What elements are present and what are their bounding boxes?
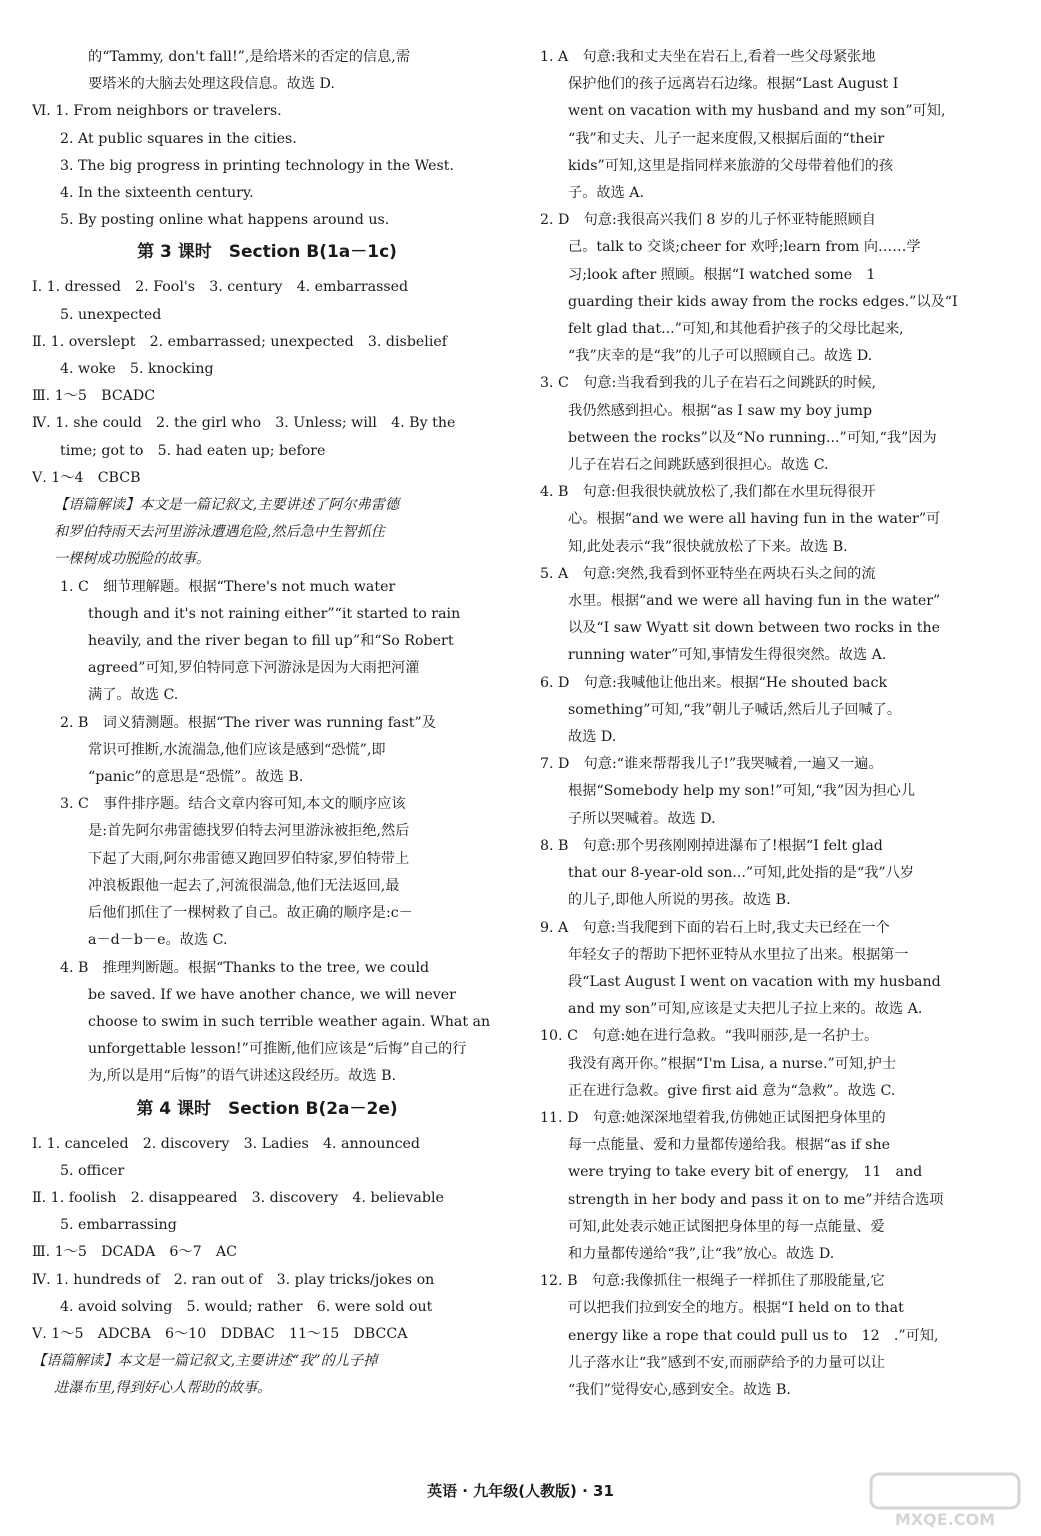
page-footer: 英语 · 九年级(人教版) · 31	[427, 1482, 614, 1500]
right-text-line: 己。talk to 交谈;cheer for 欢呼;learn from 向……学	[568, 239, 921, 256]
right-text-line: 正在进行急救。give first aid 意为“急救”。故选 C.	[568, 1082, 896, 1099]
right-text-line: 故选 D.	[568, 729, 617, 746]
left-text-line: 4. In the sixteenth century.	[60, 185, 254, 202]
left-text-line: Ⅰ. 1. dressed 2. Fool's 3. century 4. embarrassed	[32, 279, 409, 296]
right-text-line: something”可知,“我”朝儿子喊话,然后儿子回喊了。	[568, 701, 902, 718]
left-text-line: 的“Tammy, don't fall!”,是给塔米的否定的信息,需	[88, 49, 411, 65]
right-text-line: 5. A 句意:突然,我看到怀亚特坐在两块石头之间的流	[540, 565, 876, 582]
right-text-line: 我仍然感到担心。根据“as I saw my boy jump	[568, 402, 873, 419]
left-text-line: 5. unexpected	[60, 306, 162, 323]
right-text-line: 水里。根据“and we were all having fun in the water”	[568, 593, 941, 610]
right-text-line: felt glad that...”可知,和其他看护孩子的父母比起来,	[568, 321, 904, 338]
right-text-line: “我”庆幸的是“我”的儿子可以照顾自己。故选 D.	[568, 348, 873, 365]
left-text-line: Ⅵ. 1. From neighbors or travelers.	[32, 103, 282, 120]
right-text-line: 子所以哭喊着。故选 D.	[568, 810, 716, 827]
left-text-line: 常识可推断,水流湍急,他们应该是感到“恐慌”,即	[88, 741, 386, 758]
right-text-line: “我”和丈夫、儿子一起来度假,又根据后面的“their	[568, 130, 885, 147]
left-text-line: Ⅳ. 1. she could 2. the girl who 3. Unless; will 4. By the	[32, 415, 456, 432]
left-text-line: Ⅴ. 1～4 CBCB	[32, 469, 141, 486]
right-text-line: energy like a rope that could pull us to 12 .”可知,	[568, 1327, 939, 1344]
left-text-line: 要塔米的大脑去处理这段信息。故选 D.	[88, 76, 335, 93]
right-text-line: and my son”可知,应该是丈夫把儿子拉上来的。故选 A.	[568, 1001, 923, 1018]
right-text-line: 11. D 句意:她深深地望着我,仿佛她正试图把身体里的	[540, 1109, 886, 1126]
left-column	[32, 44, 502, 1403]
right-text-line: 7. D 句意:“谁来帮帮我儿子!”我哭喊着,一遍又一遍。	[540, 756, 883, 773]
right-text-line: “我们”觉得安心,感到安全。故选 B.	[568, 1381, 791, 1398]
right-column	[540, 44, 980, 1404]
right-text-line: 8. B 句意:那个男孩刚刚掉进瀑布了!根据“I felt glad	[540, 837, 883, 854]
left-text-line: 【语篇解读】本文是一篇记叙文,主要讲述了阿尔弗雷德	[54, 497, 400, 514]
left-text-line: 4. avoid solving 5. would; rather 6. were sold out	[60, 1298, 433, 1315]
left-text-line: 冲浪板跟他一起去了,河流很湍急,他们无法返回,最	[88, 877, 400, 894]
left-text-line: agreed”可知,罗伯特同意下河游泳是因为大雨把河灌	[88, 660, 420, 677]
left-text-line: 1. C 细节理解题。根据“There's not much water	[60, 578, 396, 595]
right-text-line: 10. C 句意:她在进行急救。“我叫丽莎,是一名护士。	[540, 1028, 879, 1045]
left-text-line: Ⅳ. 1. hundreds of 2. ran out of 3. play tricks/jokes on	[32, 1271, 435, 1288]
right-text-line: 保护他们的孩子远离岩石边缘。根据“Last August I	[568, 76, 899, 93]
left-text-line: 5. By posting online what happens around us.	[60, 212, 390, 229]
right-text-line: kids”可知,这里是指同样来旅游的父母带着他们的孩	[568, 157, 894, 174]
right-text-line: went on vacation with my husband and my son”可知,	[568, 103, 946, 120]
left-text-line: 4. B 推理判断题。根据“Thanks to the tree, we could	[60, 959, 430, 976]
right-text-line: 根据“Somebody help my son!”可知,“我”因为担心儿	[568, 783, 916, 800]
right-text-line: 1. A 句意:我和丈夫坐在岩石上,看着一些父母紧张地	[540, 49, 876, 65]
section-heading: 第 4 课时 Section B(2a－2e)	[136, 1098, 398, 1119]
left-text-line: time; got to 5. had eaten up; before	[60, 442, 326, 459]
right-text-line: were trying to take every bit of energy, 11 and	[568, 1164, 923, 1181]
right-text-line: 心。根据“and we were all having fun in the water”可	[568, 511, 941, 528]
right-text-line: 和力量都传递给“我”,让“我”放心。故选 D.	[568, 1245, 835, 1262]
right-text-line: running water”可知,事情发生得很突然。故选 A.	[568, 647, 887, 664]
left-text-line: 2. B 词义猜测题。根据“The river was running fast”及	[60, 714, 436, 731]
left-text-line: be saved. If we have another chance, we will never	[88, 986, 456, 1003]
left-text-line: choose to swim in such terrible weather again. What an	[88, 1013, 491, 1030]
right-text-line: 9. A 句意:当我爬到下面的岩石上时,我丈夫已经在一个	[540, 919, 890, 936]
left-text-line: 下起了大雨,阿尔弗雷德又跑回罗伯特家,罗伯特带上	[88, 850, 410, 867]
right-text-line: strength in her body and pass it on to me”并结合选项	[568, 1191, 944, 1208]
right-text-line: 6. D 句意:我喊他让他出来。根据“He shouted back	[540, 674, 888, 691]
left-text-line: Ⅱ. 1. overslept 2. embarrassed; unexpected 3. disbelief	[32, 333, 448, 350]
left-text-line: Ⅰ. 1. canceled 2. discovery 3. Ladies 4. announced	[32, 1135, 421, 1152]
right-text-line: 年轻女子的帮助下把怀亚特从水里拉了出来。根据第一	[568, 946, 909, 963]
right-text-line: 3. C 句意:当我看到我的儿子在岩石之间跳跃的时候,	[540, 375, 877, 392]
right-text-line: 12. B 句意:我像抓住一根绳子一样抓住了那股能量,它	[540, 1273, 885, 1290]
right-text-line: 子。故选 A.	[568, 185, 645, 202]
left-text-line: 2. At public squares in the cities.	[60, 130, 297, 147]
left-text-line: 【语篇解读】本文是一篇记叙文,主要讲述“我”的儿子掉	[32, 1353, 378, 1370]
watermark-logo	[865, 1470, 1025, 1530]
right-text-line: 以及“I saw Wyatt sit down between two rocks in the	[568, 620, 940, 637]
left-text-line: 为,所以是用“后悔”的语气讲述这段经历。故选 B.	[88, 1068, 397, 1085]
left-text-line: 满了。故选 C.	[88, 687, 179, 704]
left-text-line: 5. embarrassing	[60, 1217, 177, 1234]
left-text-line: 一棵树成功脱险的故事。	[54, 551, 211, 568]
section-heading: 第 3 课时 Section B(1a－1c)	[137, 242, 397, 263]
left-text-line: 和罗伯特雨天去河里游泳遭遇危险,然后急中生智抓住	[54, 524, 385, 541]
right-text-line: 我没有离开你。”根据“I'm Lisa, a nurse.”可知,护士	[568, 1055, 897, 1072]
left-text-line: unforgettable lesson!”可推断,他们应该是“后悔”自己的行	[88, 1041, 467, 1058]
left-text-line: 5. officer	[60, 1162, 125, 1179]
right-text-line: guarding their kids away from the rocks edges.”以及“I	[568, 293, 958, 310]
left-text-line: 后他们抓住了一棵树救了自己。故正确的顺序是:c－	[88, 905, 413, 922]
left-text-line: Ⅲ. 1～5 BCADC	[32, 388, 156, 405]
left-text-line: “panic”的意思是“恐慌”。故选 B.	[88, 769, 304, 786]
left-text-line: 进瀑布里,得到好心人帮助的故事。	[54, 1380, 272, 1397]
right-text-line: 4. B 句意:但我很快就放松了,我们都在水里玩得很开	[540, 484, 876, 501]
right-text-line: 可以把我们拉到安全的地方。根据“I held on to that	[568, 1300, 904, 1317]
right-text-line: between the rocks”以及“No running...”可知,“我”因为	[568, 429, 937, 446]
right-text-line: 儿子在岩石之间跳跃感到很担心。故选 C.	[568, 457, 829, 474]
right-text-line: 段“Last August I went on vacation with my husband	[568, 973, 941, 990]
left-text-line: 3. The big progress in printing technology in the West.	[60, 157, 454, 174]
right-text-line: that our 8-year-old son...”可知,此处指的是“我”八岁	[568, 865, 915, 882]
left-text-line: Ⅲ. 1～5 DCADA 6～7 AC	[32, 1244, 237, 1261]
right-text-line: 的儿子,即他人所说的男孩。故选 B.	[568, 892, 791, 909]
left-text-line: 4. woke 5. knocking	[60, 361, 214, 378]
left-text-line: Ⅴ. 1～5 ADCBA 6～10 DDBAC 11～15 DBCCA	[32, 1325, 408, 1342]
right-text-line: 每一点能量、爱和力量都传递给我。根据“as if she	[568, 1137, 890, 1154]
left-text-line: though and it's not raining either”“it started to rain	[88, 605, 461, 622]
left-text-line: 是:首先阿尔弗雷德找罗伯特去河里游泳被拒绝,然后	[88, 823, 410, 840]
right-text-line: 2. D 句意:我很高兴我们 8 岁的儿子怀亚特能照顾自	[540, 212, 876, 229]
left-text-line: heavily, and the river began to fill up”和“So Robert	[88, 633, 454, 650]
left-text-line: Ⅱ. 1. foolish 2. disappeared 3. discovery 4. believable	[32, 1189, 444, 1206]
right-text-line: 知,此处表示“我”很快就放松了下来。故选 B.	[568, 538, 848, 555]
left-text-line: 3. C 事件排序题。结合文章内容可知,本文的顺序应该	[60, 796, 406, 813]
left-text-line: a－d－b－e。故选 C.	[88, 932, 228, 949]
watermark-text: MXQE.COM	[894, 1510, 996, 1529]
right-text-line: 可知,此处表示她正试图把身体里的每一点能量、爱	[568, 1218, 885, 1235]
right-text-line: 习;look after 照顾。根据“I watched some 1	[568, 266, 876, 283]
right-text-line: 儿子落水让“我”感到不安,而丽萨给予的力量可以让	[568, 1354, 885, 1371]
